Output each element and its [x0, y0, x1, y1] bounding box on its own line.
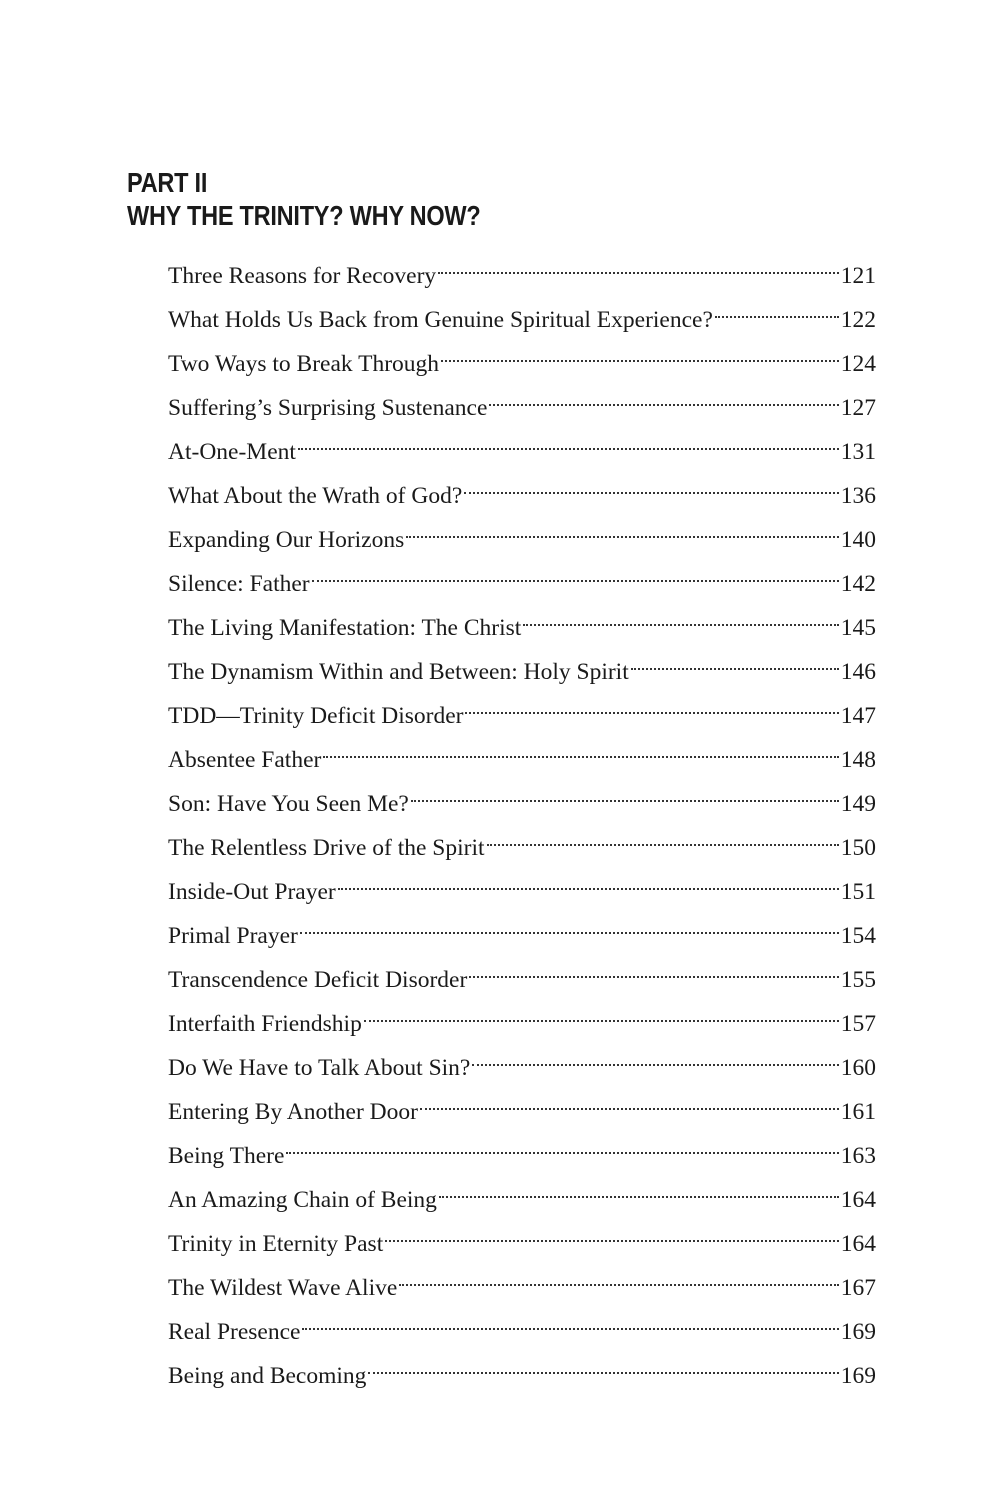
- dot-leader: [368, 1347, 838, 1383]
- toc-entry-page: 148: [840, 747, 876, 773]
- toc-entry-title: Being There: [168, 1143, 285, 1169]
- toc-entry-title: Expanding Our Horizons: [168, 527, 405, 553]
- toc-entry-title: Entering By Another Door: [168, 1099, 418, 1125]
- toc-entry-page: 149: [840, 791, 876, 817]
- dot-leader: [406, 511, 838, 547]
- toc-entry-page: 164: [840, 1231, 876, 1257]
- toc-entry: [168, 819, 876, 863]
- toc-entry-page: 127: [840, 395, 876, 421]
- dot-leader: [465, 687, 838, 723]
- toc-entry-page: 163: [840, 1143, 876, 1169]
- dot-leader: [385, 1215, 839, 1251]
- toc-entry-page: 147: [840, 703, 876, 729]
- toc-entry-title: Silence: Father: [168, 571, 310, 597]
- toc-entry-page: 145: [840, 615, 876, 641]
- toc-entry: [168, 907, 876, 951]
- toc-entry-page: 155: [840, 967, 876, 993]
- toc-entry-page: 122: [840, 307, 876, 333]
- dot-leader: [298, 423, 839, 459]
- table-of-contents: [168, 247, 876, 1391]
- toc-entry-title: Son: Have You Seen Me?: [168, 791, 409, 817]
- dot-leader: [323, 731, 838, 767]
- toc-entry: [168, 1127, 876, 1171]
- toc-entry: [168, 1171, 876, 1215]
- toc-entry-title: Transcendence Deficit Disorder: [168, 967, 468, 993]
- toc-entry-page: 157: [840, 1011, 876, 1037]
- toc-entry-title: Suffering’s Surprising Sustenance: [168, 395, 488, 421]
- toc-entry-page: 146: [840, 659, 876, 685]
- dot-leader: [302, 1303, 838, 1339]
- toc-entry: [168, 1303, 876, 1347]
- toc-entry: [168, 995, 876, 1039]
- toc-entry: [168, 1039, 876, 1083]
- dot-leader: [364, 995, 839, 1031]
- toc-entry-title: What Holds Us Back from Genuine Spiritual Experience?: [168, 307, 713, 333]
- toc-entry: [168, 599, 876, 643]
- toc-entry: [168, 1259, 876, 1303]
- dot-leader: [631, 643, 839, 679]
- toc-entry-title: Interfaith Friendship: [168, 1011, 362, 1037]
- dot-leader: [489, 379, 838, 415]
- toc-entry: [168, 467, 876, 511]
- toc-entry-page: 167: [840, 1275, 876, 1301]
- toc-entry-title: Trinity in Eternity Past: [168, 1231, 384, 1257]
- toc-entry-page: 140: [840, 527, 876, 553]
- dot-leader: [523, 599, 838, 635]
- toc-entry: [168, 643, 876, 687]
- toc-entry-page: 161: [840, 1099, 876, 1125]
- toc-entry-page: 121: [840, 263, 876, 289]
- toc-entry-page: 154: [840, 923, 876, 949]
- part-heading: [127, 166, 480, 232]
- dot-leader: [439, 1171, 839, 1207]
- toc-entry-title: The Wildest Wave Alive: [168, 1275, 398, 1301]
- dot-leader: [464, 467, 838, 503]
- toc-entry-title: What About the Wrath of God?: [168, 483, 463, 509]
- toc-entry: [168, 511, 876, 555]
- toc-entry-page: 136: [840, 483, 876, 509]
- dot-leader: [472, 1039, 838, 1075]
- toc-entry: [168, 1083, 876, 1127]
- toc-entry-title: The Living Manifestation: The Christ: [168, 615, 522, 641]
- toc-entry-page: 160: [840, 1055, 876, 1081]
- dot-leader: [338, 863, 839, 899]
- toc-entry-title: The Dynamism Within and Between: Holy Spirit: [168, 659, 629, 685]
- toc-entry: [168, 247, 876, 291]
- toc-entry-title: Three Reasons for Recovery: [168, 263, 437, 289]
- toc-entry-title: An Amazing Chain of Being: [168, 1187, 437, 1213]
- dot-leader: [411, 775, 839, 811]
- toc-entry-title: Do We Have to Talk About Sin?: [168, 1055, 471, 1081]
- toc-entry-title: Primal Prayer: [168, 923, 298, 949]
- toc-entry-title: At-One-Ment: [168, 439, 296, 465]
- toc-entry-title: The Relentless Drive of the Spirit: [168, 835, 485, 861]
- toc-entry: [168, 335, 876, 379]
- toc-entry: [168, 731, 876, 775]
- dot-leader: [300, 907, 839, 943]
- toc-entry-page: 150: [840, 835, 876, 861]
- toc-entry: [168, 1215, 876, 1259]
- toc-entry-page: 142: [840, 571, 876, 597]
- toc-entry: [168, 863, 876, 907]
- toc-entry-title: Absentee Father: [168, 747, 322, 773]
- toc-entry: [168, 555, 876, 599]
- dot-leader: [420, 1083, 839, 1119]
- toc-entry-title: Being and Becoming: [168, 1363, 367, 1389]
- dot-leader: [487, 819, 839, 855]
- dot-leader: [438, 247, 839, 283]
- dot-leader: [715, 291, 839, 327]
- toc-entry: [168, 775, 876, 819]
- toc-entry-page: 124: [840, 351, 876, 377]
- part-label: PART II: [127, 167, 208, 198]
- toc-entry: [168, 1347, 876, 1391]
- dot-leader: [286, 1127, 838, 1163]
- dot-leader: [441, 335, 839, 371]
- toc-entry-page: 164: [840, 1187, 876, 1213]
- dot-leader: [469, 951, 838, 987]
- dot-leader: [312, 555, 839, 591]
- toc-entry: [168, 951, 876, 995]
- toc-entry-page: 169: [840, 1319, 876, 1345]
- part-title: WHY THE TRINITY? WHY NOW?: [127, 200, 481, 231]
- toc-entry-title: Inside-Out Prayer: [168, 879, 336, 905]
- toc-entry-page: 151: [840, 879, 876, 905]
- toc-entry-title: Two Ways to Break Through: [168, 351, 440, 377]
- toc-entry-title: Real Presence: [168, 1319, 301, 1345]
- toc-entry-page: 131: [840, 439, 876, 465]
- dot-leader: [399, 1259, 838, 1295]
- toc-entry: [168, 423, 876, 467]
- toc-entry-page: 169: [840, 1363, 876, 1389]
- toc-entry: [168, 379, 876, 423]
- toc-entry-title: TDD—Trinity Deficit Disorder: [168, 703, 464, 729]
- toc-entry: [168, 291, 876, 335]
- toc-entry: [168, 687, 876, 731]
